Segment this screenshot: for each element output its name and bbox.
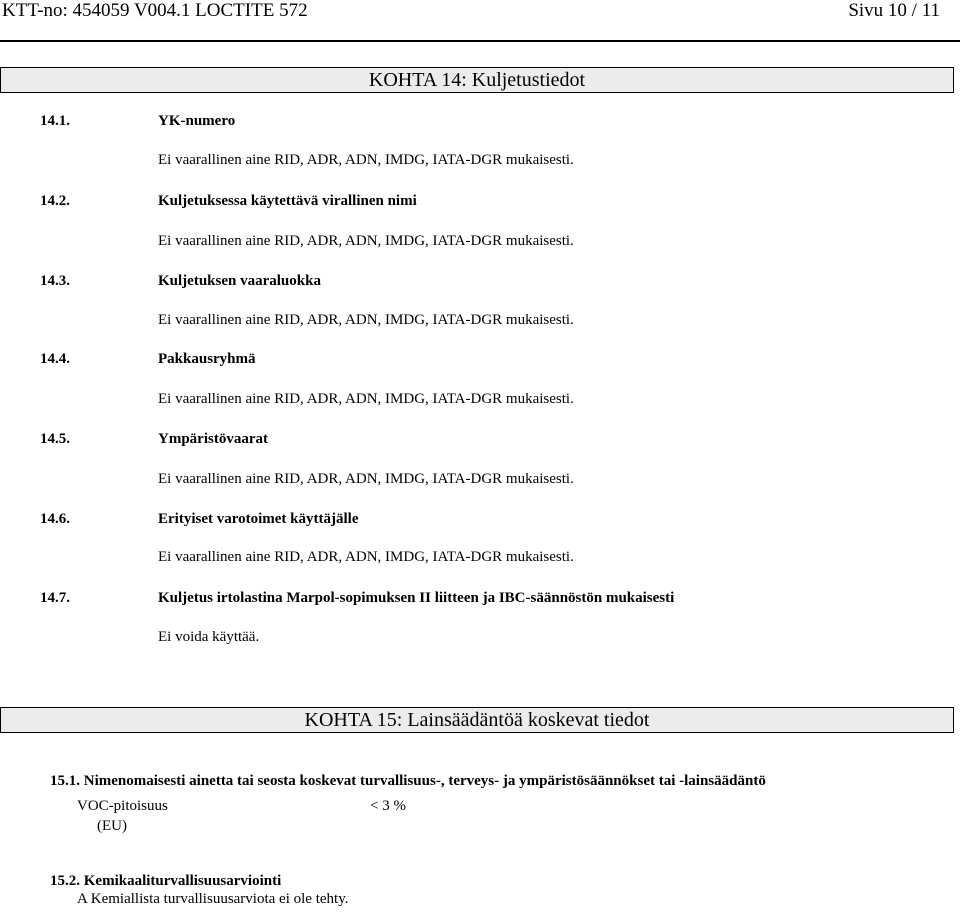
item-text: Ei vaarallinen aine RID, ADR, ADN, IMDG, IATA-DGR mukaisesti. — [158, 391, 574, 407]
item-title: Kuljetuksen vaaraluokka — [158, 273, 321, 289]
item-title: Erityiset varotoimet käyttäjälle — [158, 511, 359, 527]
subsection-15-2-title: 15.2. Kemikaaliturvallisuusarviointi — [50, 873, 282, 889]
item-number: 14.1. — [40, 113, 70, 129]
item-number: 14.2. — [40, 193, 70, 209]
section-15-title: KOHTA 15: Lainsäädäntöä koskevat tiedot — [0, 707, 954, 733]
item-number: 14.7. — [40, 590, 70, 606]
item-title: Pakkausryhmä — [158, 351, 256, 367]
item-title: Kuljetus irtolastina Marpol-sopimuksen II liitteen ja IBC-säännöstön mukaisesti — [158, 590, 675, 606]
voc-label: VOC-pitoisuus — [77, 798, 168, 814]
item-text: Ei vaarallinen aine RID, ADR, ADN, IMDG, IATA-DGR mukaisesti. — [158, 233, 574, 249]
item-text: Ei vaarallinen aine RID, ADR, ADN, IMDG, IATA-DGR mukaisesti. — [158, 471, 574, 487]
item-title: YK-numero — [158, 113, 236, 129]
subsection-15-1-title: 15.1. Nimenomaisesti ainetta tai seosta koskevat turvallisuus-, terveys- ja ympäristösäännökset tai -lainsäädäntö — [50, 773, 766, 789]
item-title: Ympäristövaarat — [158, 431, 268, 447]
item-text: Ei voida käyttää. — [158, 629, 260, 645]
page-number: Sivu 10 / 11 — [848, 0, 940, 21]
item-text: Ei vaarallinen aine RID, ADR, ADN, IMDG, IATA-DGR mukaisesti. — [158, 549, 574, 565]
section-14-title: KOHTA 14: Kuljetustiedot — [0, 67, 954, 93]
item-number: 14.4. — [40, 351, 70, 367]
voc-label-eu: (EU) — [97, 818, 127, 834]
item-title: Kuljetuksessa käytettävä virallinen nimi — [158, 193, 417, 209]
item-number: 14.5. — [40, 431, 70, 447]
item-text: Ei vaarallinen aine RID, ADR, ADN, IMDG, IATA-DGR mukaisesti. — [158, 312, 574, 328]
item-text: Ei vaarallinen aine RID, ADR, ADN, IMDG, IATA-DGR mukaisesti. — [158, 152, 574, 168]
assessment-note: A Kemiallista turvallisuusarviota ei ole tehty. — [77, 891, 349, 907]
document-id: KTT-no: 454059 V004.1 LOCTITE 572 — [2, 0, 308, 21]
voc-value: < 3 % — [370, 798, 406, 814]
item-number: 14.3. — [40, 273, 70, 289]
header-divider — [0, 40, 960, 42]
item-number: 14.6. — [40, 511, 70, 527]
